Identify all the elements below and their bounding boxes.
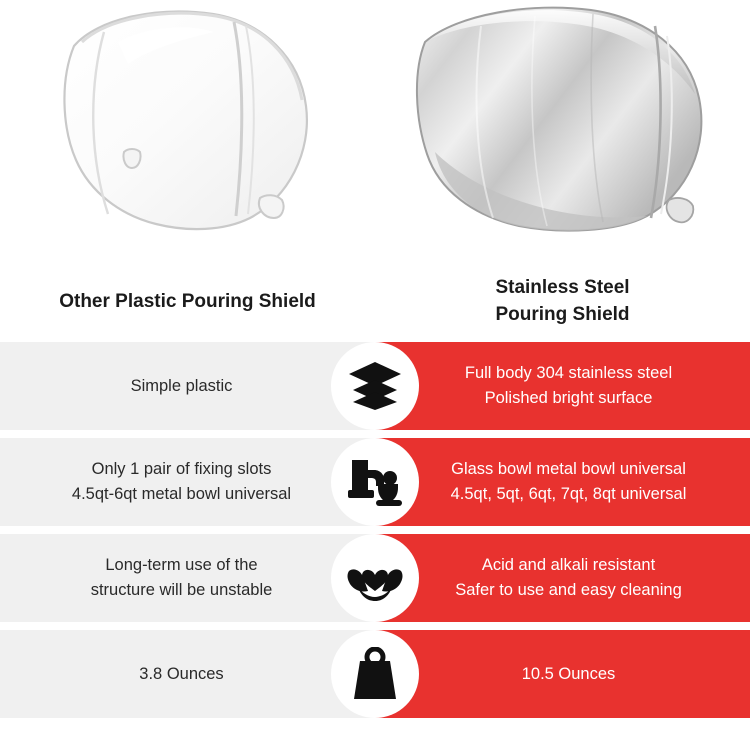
row-left-line1: 3.8 Ounces bbox=[139, 664, 224, 683]
row-right-cell bbox=[375, 438, 750, 526]
comparison-row bbox=[0, 534, 750, 622]
row-icon-badge bbox=[331, 630, 419, 718]
right-column-title-line1: Stainless Steel bbox=[495, 277, 630, 298]
steel-shield-image bbox=[375, 0, 750, 256]
row-icon-badge bbox=[331, 438, 419, 526]
row-right-text bbox=[465, 361, 672, 411]
weight-icon bbox=[350, 647, 400, 701]
row-right-cell bbox=[375, 630, 750, 718]
row-left-line1: Long-term use of the bbox=[105, 556, 258, 574]
row-left-text bbox=[131, 374, 233, 399]
row-left-line2: 4.5qt-6qt metal bowl universal bbox=[71, 485, 292, 503]
right-column-title-line2: Pouring Shield bbox=[495, 304, 630, 325]
footer-spacer bbox=[0, 734, 750, 750]
row-left-text bbox=[72, 457, 291, 507]
row-right-line2: Safer to use and easy cleaning bbox=[455, 581, 682, 599]
column-titles bbox=[0, 256, 750, 342]
row-right-cell bbox=[375, 342, 750, 430]
row-right-cell bbox=[375, 534, 750, 622]
plastic-shield-illustration bbox=[38, 2, 338, 252]
left-column-title: Other Plastic Pouring Shield bbox=[59, 291, 316, 312]
row-right-line1: Glass bowl metal bowl universal bbox=[451, 460, 686, 478]
row-right-line2: 4.5qt, 5qt, 6qt, 7qt, 8qt universal bbox=[450, 485, 687, 503]
row-right-line1: Acid and alkali resistant bbox=[481, 556, 656, 574]
row-right-line2: Polished bright surface bbox=[484, 389, 653, 407]
row-left-line1: Only 1 pair of fixing slots bbox=[91, 460, 272, 478]
row-icon-badge bbox=[331, 342, 419, 430]
row-right-text bbox=[522, 662, 616, 687]
plastic-shield-image bbox=[0, 0, 375, 256]
row-right-text bbox=[451, 457, 687, 507]
row-left-cell bbox=[0, 534, 375, 622]
row-left-text bbox=[91, 553, 273, 603]
row-right-text bbox=[455, 553, 682, 603]
row-left-line2: structure will be unstable bbox=[90, 581, 273, 599]
product-images-section bbox=[0, 0, 750, 256]
hands-heart-icon bbox=[345, 553, 405, 603]
layers-icon bbox=[347, 360, 403, 412]
right-column-title bbox=[375, 274, 750, 328]
row-left-cell bbox=[0, 630, 375, 718]
row-right-line1: 10.5 Ounces bbox=[521, 664, 616, 683]
row-right-line1: Full body 304 stainless steel bbox=[464, 364, 673, 382]
comparison-row bbox=[0, 342, 750, 430]
stand-mixer-icon bbox=[346, 456, 404, 508]
comparison-row bbox=[0, 630, 750, 718]
row-left-cell bbox=[0, 438, 375, 526]
comparison-row bbox=[0, 438, 750, 526]
row-left-line1: Simple plastic bbox=[130, 376, 233, 395]
comparison-rows bbox=[0, 342, 750, 718]
row-left-text bbox=[139, 662, 223, 687]
row-icon-badge bbox=[331, 534, 419, 622]
steel-shield-illustration bbox=[411, 2, 721, 252]
row-left-cell bbox=[0, 342, 375, 430]
